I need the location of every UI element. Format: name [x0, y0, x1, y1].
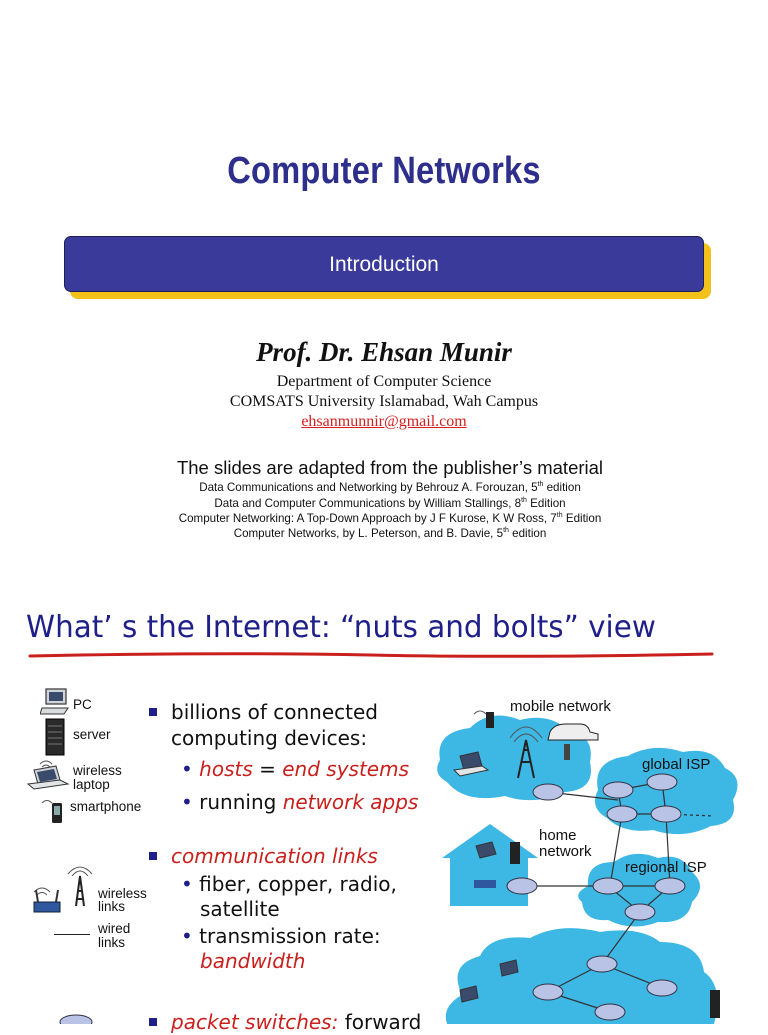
reference-tail: Edition	[526, 497, 566, 510]
legend-wireless-links-2: links	[98, 899, 126, 914]
end-systems-term: end systems	[282, 757, 409, 781]
enterprise-server-icon	[710, 990, 720, 1018]
equals-sign: =	[252, 757, 283, 781]
legend-wireless-links-1: wireless	[98, 886, 147, 901]
label-home-network-1: home	[539, 827, 577, 844]
sub-bullet-apps	[181, 790, 418, 815]
title-underline	[26, 650, 716, 660]
bandwidth-term: bandwidth	[200, 949, 306, 973]
reference-tail: edition	[508, 527, 547, 540]
legend-wired-links-2: links	[98, 935, 126, 950]
reference-1	[0, 481, 768, 494]
sub-bullet-hosts	[181, 757, 409, 782]
router-icon	[593, 878, 623, 894]
traffic-light-icon	[564, 744, 570, 760]
wireless-laptop-icon	[26, 758, 70, 790]
email-link-row	[0, 413, 768, 431]
email-link[interactable]: ehsanmunnir@gmail.com	[301, 413, 467, 430]
wired-link-line	[54, 934, 90, 935]
sub-bullet-dot: •	[181, 872, 193, 896]
packet-switches-term: packet switches:	[171, 1010, 339, 1034]
legend-wired-links-1: wired	[98, 921, 131, 936]
label-home-network-2: network	[539, 843, 592, 860]
home-server-icon	[510, 842, 520, 864]
slide2-title: What’ s the Internet: “nuts and bolts” view	[26, 610, 656, 645]
department: Department of Computer Science	[276, 373, 492, 390]
hosts-term: hosts	[199, 757, 253, 781]
reference-text: Data and Computer Communications by William Stallings, 8	[214, 497, 522, 510]
router-icon	[603, 782, 633, 798]
legend-smartphone: smartphone	[70, 799, 142, 814]
router-icon	[625, 904, 655, 920]
router-icon	[647, 980, 677, 996]
university: COMSATS University Islamabad, Wah Campus	[229, 393, 539, 410]
forward-text: forward	[338, 1010, 422, 1034]
reference-4	[0, 527, 768, 540]
bullet-links: communication links	[171, 844, 378, 868]
router-icon	[607, 806, 637, 822]
bullet-marker	[149, 1018, 157, 1026]
router-icon	[507, 878, 537, 894]
sub-bullet-dot: •	[181, 757, 193, 781]
router-icon	[587, 956, 617, 972]
slide-title: Computer Networks	[227, 150, 541, 192]
sub-bullet-fiber-line2: satellite	[200, 897, 280, 921]
router-icon	[533, 784, 563, 800]
reference-sup: th	[521, 497, 527, 505]
mobile-phone-icon	[486, 712, 494, 728]
banner	[64, 236, 704, 292]
reference-2	[0, 497, 768, 510]
router-icon	[647, 774, 677, 790]
network-apps-term: network apps	[282, 790, 419, 814]
router-icon	[533, 984, 563, 1000]
bullet-switches	[171, 1010, 421, 1035]
bullet-marker	[149, 708, 157, 716]
router-icon	[655, 878, 685, 894]
running-text: running	[199, 790, 283, 814]
home-router-icon	[474, 880, 496, 888]
reference-sup: th	[537, 481, 544, 489]
legend-wireless-laptop-2: laptop	[73, 777, 110, 792]
label-mobile-network: mobile network	[510, 698, 611, 715]
author-name: Prof. Dr. Ehsan Munir	[256, 337, 512, 367]
sub-bullet-dot: •	[181, 924, 193, 948]
router-icon	[651, 806, 681, 822]
reference-sup: th	[556, 512, 563, 520]
label-global-isp: global ISP	[642, 756, 711, 773]
fiber-text: fiber, copper, radio,	[199, 872, 397, 896]
sub-bullet-fiber	[181, 872, 397, 897]
pc-icon	[40, 688, 70, 716]
banner-label: Introduction	[329, 253, 439, 276]
enterprise-cloud	[446, 928, 718, 1024]
label-regional-isp: regional ISP	[625, 859, 707, 876]
reference-text: Data Communications and Networking by Behrouz A. Forouzan, 5	[199, 481, 538, 494]
router-icon	[56, 1012, 96, 1024]
legend-server: server	[73, 727, 111, 742]
reference-sup: th	[503, 527, 509, 535]
router-icon	[595, 1004, 625, 1020]
adapted-note: The slides are adapted from the publisher’s material	[176, 457, 604, 478]
wireless-links-icon	[28, 866, 96, 920]
legend-pc: PC	[73, 697, 92, 712]
sub-bullet-dot: •	[181, 790, 193, 814]
sub-bullet-rate	[181, 924, 381, 949]
smartphone-icon	[38, 798, 68, 824]
reference-tail: Edition	[562, 512, 602, 525]
rate-text: transmission rate:	[199, 924, 381, 948]
legend-wireless-laptop-1: wireless	[73, 763, 122, 778]
bullet-devices-line2: computing devices:	[171, 726, 368, 750]
bullet-marker	[149, 852, 157, 860]
server-icon	[44, 718, 66, 756]
bullet-devices-line1: billions of connected	[171, 700, 378, 724]
car-icon	[548, 724, 598, 740]
reference-text: Computer Networking: A Top-Down Approach by J F Kurose, K W Ross, 7	[178, 512, 557, 525]
reference-3	[0, 512, 768, 525]
reference-text: Computer Networks, by L. Peterson, and B. Davie, 5	[233, 527, 504, 540]
reference-tail: edition	[543, 481, 581, 494]
